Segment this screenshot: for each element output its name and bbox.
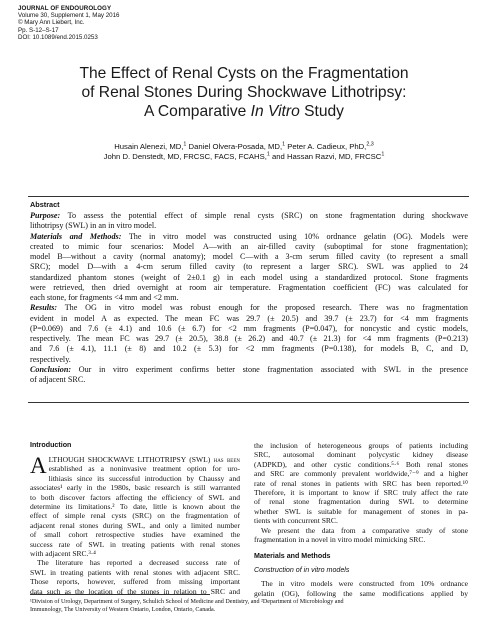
abstract-line: standardized phantom stones (weight of 2±0.1 g) in each model using a standardized protocol. Stone fragments — [30, 272, 468, 282]
affiliation-footnote — [30, 598, 468, 614]
abstract-heading: Abstract — [30, 200, 60, 209]
author-affiliation: 2,3 — [366, 141, 374, 148]
left-column — [30, 441, 240, 596]
footnote-rule — [30, 594, 210, 595]
title-line-2: of Renal Stones During Shockwave Lithotripsy: — [81, 84, 407, 101]
abstract-line: evident in model A as expected. The mean FC was 29.7 (± 20.5) and 39.7 (± 23.7) for <4 mm fragments — [30, 313, 468, 323]
body-line: LTHOUGH SHOCKWAVE LITHOTRIPSY (SWL) has been — [48, 455, 240, 464]
author-affiliation: 1 — [183, 141, 187, 148]
abstract-line: Purpose: To assess the potential effect of simple renal cysts (SRC) on stone fragmentation during shockwave — [30, 211, 468, 220]
author-affiliation: 1 — [381, 151, 385, 158]
methods-body — [254, 579, 468, 598]
body-line: with adjacent SRC.³·⁴ — [30, 549, 96, 559]
body-line: associates¹ early in the 1980s, basic research is still warranted — [30, 483, 240, 493]
footnote-line: Immunology, The University of Western Ontario, London, Ontario, Canada. — [30, 607, 216, 613]
purpose-label: Purpose: — [30, 211, 61, 220]
abstract-bottom-rule — [28, 402, 469, 403]
title-line-3-pre: A Comparative — [144, 103, 251, 120]
abstract-line: created to mimic four scenarios: Model A—with an air-filled cavity (suboptimal for stone fragmentation); — [30, 241, 468, 251]
footnote-line: ¹Division of Urology, Department of Surgery, Schulich School of Medicine and Dentistry, and ²Department of Microbiology and — [30, 599, 344, 605]
author-name: John D. Denstedt, MD, FRCSC, FACS, FCAHS, — [103, 152, 267, 162]
introduction-body — [30, 455, 240, 596]
journal-volume: Volume 30, Supplement 1, May 2016 — [18, 12, 120, 20]
abstract-line: and 7.6 (± 4.1), 11.1 (± 8) and 10.2 (± 5.3) for <2 mm fragments (P=0.138), for models B, C, and D, — [30, 344, 468, 354]
abstract-line: Results: The OG in vitro model was robust enough for the proposed research. There was no fragmentation — [30, 303, 468, 313]
body-line: determine its limitations.² To date, little is known about the — [30, 502, 240, 512]
author-name: and Hassan Razvi, MD, FRCSC — [269, 152, 382, 162]
abstract-line: were retrieved, then dried overnight at room air temperature. Fragmentation coefficient (FC) was calculated for — [30, 282, 468, 292]
body-line: of renal stone fragmentation during SWL to determine — [254, 497, 468, 507]
body-line: effect of simple renal cysts (SRC) on the fragmentation of — [30, 511, 240, 521]
body-line: lithiasis since its successful introduction by Chaussy and — [48, 473, 240, 483]
conclusion-label: Conclusion: — [30, 364, 72, 374]
author-list — [20, 142, 468, 163]
right-column — [254, 441, 468, 598]
author-name: Daniel Olvera-Posada, MD, — [186, 142, 283, 151]
abstract-line: respectively. The mean FC was 29.7 (± 20.5), 38.8 (± 26.2) and 40.7 (± 21.3) for <4 mm fragments (P=0.213) — [30, 334, 468, 343]
body-line: fragmentation in a novel in vitro model mimicking SRC. — [254, 535, 426, 545]
abstract-line: model B—without a cavity (normal anatomy); model C—with a 3-cm serum filled cavity (to represent a small — [30, 252, 468, 261]
body-line: tients with concurrent SRC. — [254, 516, 338, 526]
methods-label: Materials and Methods: — [30, 231, 122, 241]
body-line: data such as the location of the stones in relation to SRC and — [30, 586, 240, 596]
abstract-line: each stone, for fragments <4 mm and <2 mm. — [30, 293, 179, 302]
abstract-top-rule — [28, 196, 469, 197]
abstract-body — [30, 211, 468, 385]
introduction-heading: Introduction — [30, 441, 72, 449]
journal-copyright: © Mary Ann Liebert, Inc. — [18, 19, 85, 27]
title-line-1: The Effect of Renal Cysts on the Fragmentation — [79, 65, 409, 82]
body-line: established as a noninvasive treatment option for uro- — [48, 464, 240, 474]
body-line: and SRC are commonly prevalent worldwide,⁷⁻⁹ and a higher — [254, 469, 468, 479]
title-line-3-italic: In Vitro — [250, 103, 300, 120]
right-column-body — [254, 441, 468, 544]
journal-pages: Pp. S-12–S-17 — [18, 26, 59, 34]
results-label: Results: — [30, 303, 58, 313]
authors-line-2 — [20, 152, 468, 162]
author-name: Husain Alenezi, MD, — [114, 142, 184, 151]
title-line-3 — [30, 102, 458, 121]
abstract-line: Materials and Methods: The in vitro model was constructed using 10% ordnance gelatin (OG). Models were — [30, 231, 468, 241]
body-line: (ADPKD), and other cystic conditions.⁵·⁶ Both renal stones — [254, 459, 468, 469]
author-affiliation: 1 — [282, 141, 286, 148]
abstract-line: Conclusion: Our in vitro experiment confirms better stone fragmentation associated with SWL in the presence — [30, 364, 468, 374]
abstract-line: respectively. — [30, 354, 71, 364]
authors-line-1 — [20, 142, 468, 152]
body-line: to both discover factors affecting the efficiency of SWL and — [30, 492, 240, 502]
abstract-line: (P=0.069) and 7.6 (± 4.1) and 10.6 (± 6.7) for <2 mm fragments (P=0.047), for noncystic and cystic models, — [30, 323, 468, 333]
body-line: adjacent renal stones during SWL, and only a limited number — [30, 520, 240, 530]
journal-name: JOURNAL OF ENDOUROLOGY — [18, 5, 112, 12]
body-line: We present the data from a comparative study of stone — [261, 525, 468, 535]
body-line: whether SWL is suitable for management of stones in pa- — [254, 506, 468, 516]
body-line: The literature has reported a decreased success rate of — [37, 558, 240, 568]
author-affiliation: 1 — [266, 151, 270, 158]
body-line: rate of renal stones in patients with SRC has been reported.¹⁰ — [254, 478, 468, 488]
drop-cap: A — [30, 453, 47, 478]
journal-doi: DOI: 10.1089/end.2015.0253 — [18, 33, 98, 41]
body-line: the inclusion of heterogeneous groups of patients including — [254, 441, 468, 450]
body-line: Those reports, however, suffered from missing important — [30, 577, 240, 587]
body-line: SWL in treating patients with renal stones with adjacent SRC. — [30, 567, 240, 577]
abstract-line: lithotripsy (SWL) in an in vitro model. — [30, 221, 157, 231]
body-line: success rate of SWL in treating patients with renal stones — [30, 539, 240, 549]
body-line: SRC, autosomal dominant polycystic kidney disease — [254, 450, 468, 460]
methods-heading: Materials and Methods — [254, 552, 331, 561]
body-line: Therefore, it is important to know if SRC truly affect the rate — [254, 488, 468, 498]
title-line-3-post: Study — [299, 103, 344, 120]
construction-subheading: Construction of in vitro models — [254, 566, 350, 575]
journal-header — [18, 5, 119, 41]
body-line: gelatin (OG), following the same modifications applied by — [254, 588, 468, 598]
body-line: The in vitro models were constructed from 10% ordnance — [261, 579, 468, 589]
author-name: Peter A. Cadieux, PhD, — [285, 142, 367, 151]
abstract-line: of adjacent SRC. — [30, 375, 86, 384]
article-title — [30, 64, 458, 121]
body-line: of small cohort retrospective studies have examined the — [30, 530, 240, 540]
abstract-line: SRC); model D—with a 4-cm serum filled cavity (to represent a larger SRC). SWL was applied to 24 — [30, 262, 468, 272]
